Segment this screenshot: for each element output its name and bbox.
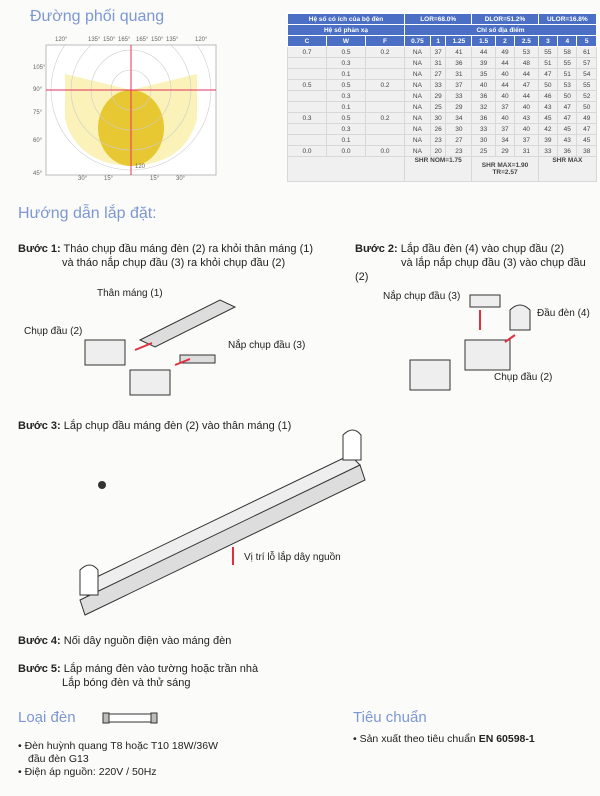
th: Hệ số có ích của bộ đèn <box>288 14 405 25</box>
table-cell: 46 <box>538 91 557 102</box>
angle-label: 105° <box>33 65 46 71</box>
table-cell: 44 <box>472 47 495 58</box>
step2-illustration <box>405 285 535 405</box>
table-cell: 0.7 <box>288 47 327 58</box>
table-cell: 0.0 <box>366 146 405 157</box>
part-label: Chụp đầu (2) <box>24 326 83 337</box>
table-cell: 20 <box>430 146 446 157</box>
column-header: 1.5 <box>472 36 495 47</box>
column-header: 5 <box>577 36 597 47</box>
column-header: 2.5 <box>515 36 539 47</box>
angle-label: 30° <box>176 176 186 182</box>
table-cell: 44 <box>515 69 539 80</box>
angle-label: 15° <box>150 176 160 182</box>
column-header: 1.25 <box>446 36 472 47</box>
table-cell: 43 <box>558 135 577 146</box>
table-cell <box>288 91 327 102</box>
table-cell: 39 <box>472 58 495 69</box>
table-cell: 36 <box>472 91 495 102</box>
table-cell: 41 <box>446 47 472 58</box>
column-header: 2 <box>495 36 514 47</box>
table-cell: NA <box>405 47 431 58</box>
table-cell: 55 <box>558 58 577 69</box>
table-cell: 0.5 <box>327 47 366 58</box>
table-cell: 0.2 <box>366 47 405 58</box>
install-title: Hướng dẫn lắp đặt: <box>18 205 157 222</box>
table-row <box>288 146 597 157</box>
table-row <box>288 47 597 58</box>
table-cell: 47 <box>538 69 557 80</box>
table-cell: 31 <box>515 146 539 157</box>
table-cell: 53 <box>558 80 577 91</box>
table-cell: 23 <box>430 135 446 146</box>
table-cell: 45 <box>538 113 557 124</box>
table-cell <box>366 124 405 135</box>
table-cell: 40 <box>515 124 539 135</box>
angle-label: 30° <box>78 176 88 182</box>
table-cell <box>288 124 327 135</box>
list-item: • Đèn huỳnh quang T8 hoặc T10 18W/36W <box>18 740 218 752</box>
column-header: 3 <box>538 36 557 47</box>
table-cell <box>366 135 405 146</box>
table-row <box>288 69 597 80</box>
table-cell: 40 <box>495 69 514 80</box>
table-cell: 29 <box>430 91 446 102</box>
table-cell: 0.3 <box>327 58 366 69</box>
table-cell: 38 <box>577 146 597 157</box>
table-row <box>288 102 597 113</box>
table-cell: 0.5 <box>288 80 327 91</box>
standard-item: • Sản xuất theo tiêu chuẩn EN 60598-1 <box>353 733 535 745</box>
table-cell: 47 <box>558 102 577 113</box>
step-label: Bước 4: <box>18 635 61 647</box>
table-cell <box>288 58 327 69</box>
standard-code: EN 60598-1 <box>478 733 535 745</box>
table-row <box>288 124 597 135</box>
angle-label: 120° <box>55 37 68 43</box>
radial-label: 120 <box>135 164 146 170</box>
footer: TR=2.57 <box>492 169 518 176</box>
table-cell: 0.1 <box>327 135 366 146</box>
table-cell: 33 <box>538 146 557 157</box>
table-cell: 45 <box>558 124 577 135</box>
table-cell: 50 <box>577 102 597 113</box>
angle-label: 135° <box>166 37 179 43</box>
step-text: Nối dây nguồn điện vào máng đèn <box>63 635 232 647</box>
part-label: Nắp chụp đầu (3) <box>383 291 461 302</box>
table-cell: 35 <box>472 69 495 80</box>
table-cell: NA <box>405 102 431 113</box>
column-header: C <box>288 36 327 47</box>
part-label: Đầu đèn (4) <box>537 308 590 319</box>
table-cell: 31 <box>430 58 446 69</box>
tube-icon <box>100 710 160 726</box>
table-cell: 51 <box>558 69 577 80</box>
table-cell: 0.0 <box>288 146 327 157</box>
step1-illustration <box>80 295 240 405</box>
table-cell: 25 <box>472 146 495 157</box>
table-cell: 55 <box>577 80 597 91</box>
table-cell: 32 <box>472 102 495 113</box>
table-cell: 31 <box>446 69 472 80</box>
table-cell: NA <box>405 124 431 135</box>
table-cell <box>366 102 405 113</box>
table-cell: 47 <box>558 113 577 124</box>
table-cell: 44 <box>515 91 539 102</box>
angle-label: 120° <box>195 37 208 43</box>
table-cell: 44 <box>495 80 514 91</box>
table-cell: 40 <box>495 113 514 124</box>
table-cell: 33 <box>472 124 495 135</box>
table-cell: 42 <box>538 124 557 135</box>
standard-title: Tiêu chuẩn <box>353 709 427 726</box>
table-cell: 36 <box>446 58 472 69</box>
table-cell: 50 <box>538 80 557 91</box>
lamp-title: Loại đèn <box>18 709 76 726</box>
table-cell: 58 <box>558 47 577 58</box>
step-2 <box>355 242 600 284</box>
table-cell: NA <box>405 91 431 102</box>
th: Hệ số phản xạ <box>288 25 405 36</box>
step-4 <box>18 634 231 648</box>
table-cell <box>366 69 405 80</box>
table-cell: 30 <box>430 113 446 124</box>
table-cell: 0.2 <box>366 80 405 91</box>
table-cell: 34 <box>446 113 472 124</box>
photometry-title: Đường phối quang <box>30 8 165 25</box>
table-cell: 36 <box>558 146 577 157</box>
table-cell: 30 <box>446 124 472 135</box>
table-cell: 44 <box>495 58 514 69</box>
step3-illustration <box>60 425 370 625</box>
table-cell: 40 <box>515 102 539 113</box>
step-label: Bước 2: <box>355 243 398 255</box>
angle-label: 135° <box>88 37 101 43</box>
table-row <box>288 58 597 69</box>
th: Chỉ số địa điểm <box>405 25 597 36</box>
table-row <box>288 80 597 91</box>
table-cell: 43 <box>538 102 557 113</box>
table-cell: 33 <box>430 80 446 91</box>
column-header: W <box>327 36 366 47</box>
angle-label: 150° <box>151 37 164 43</box>
table-cell: 61 <box>577 47 597 58</box>
part-label: Chụp đầu (2) <box>494 372 553 383</box>
item-text: Sản xuất theo tiêu chuẩn <box>359 733 479 745</box>
table-cell: 23 <box>446 146 472 157</box>
step-text: Lắp đầu đèn (4) vào chụp đầu (2) <box>400 243 565 255</box>
table-cell: NA <box>405 135 431 146</box>
table-cell: 27 <box>446 135 472 146</box>
column-header: 1 <box>430 36 446 47</box>
th: DLOR=51.2% <box>472 14 538 25</box>
step-label: Bước 1: <box>18 243 61 255</box>
table-cell: NA <box>405 113 431 124</box>
table-cell <box>288 69 327 80</box>
column-header: 4 <box>558 36 577 47</box>
step-text: Lắp máng đèn vào tường hoặc trần nhà <box>63 663 259 675</box>
polar-labels <box>33 37 217 184</box>
table-cell: 34 <box>495 135 514 146</box>
th: ULOR=16.8% <box>538 14 596 25</box>
table-cell: 36 <box>472 113 495 124</box>
table-cell: 0.5 <box>327 113 366 124</box>
table-cell: 0.2 <box>366 113 405 124</box>
table-cell: 57 <box>577 58 597 69</box>
step-text: Lắp bóng đèn và thử sáng <box>62 677 191 689</box>
table-cell: 0.3 <box>288 113 327 124</box>
table-cell: 50 <box>558 91 577 102</box>
lamp-list <box>18 740 218 779</box>
step-text: Tháo chụp đầu máng đèn (2) ra khỏi thân máng (1) <box>63 243 314 255</box>
th: LOR=68.0% <box>405 14 472 25</box>
table-cell: 0.1 <box>327 102 366 113</box>
part-label: Nắp chụp đầu (3) <box>228 340 306 351</box>
table-cell: 49 <box>495 47 514 58</box>
step-label: Bước 3: <box>18 420 61 432</box>
footer: SHR MAX <box>538 157 596 182</box>
table-row <box>288 135 597 146</box>
table-cell: 0.3 <box>327 124 366 135</box>
utilization-table <box>287 13 597 182</box>
table-cell <box>288 102 327 113</box>
table-cell <box>288 135 327 146</box>
step-text: và lắp nắp chụp đầu (3) vào chụp đầu (2) <box>355 257 586 283</box>
table-cell: 0.5 <box>327 80 366 91</box>
table-cell: 52 <box>577 91 597 102</box>
table-cell: 40 <box>495 91 514 102</box>
angle-label: 75° <box>33 110 43 116</box>
table-cell: 54 <box>577 69 597 80</box>
column-header: F <box>366 36 405 47</box>
table-cell: 47 <box>515 80 539 91</box>
table-cell: 45 <box>577 135 597 146</box>
table-cell: 53 <box>515 47 539 58</box>
step-1 <box>18 242 313 270</box>
table-cell: 37 <box>515 135 539 146</box>
step-text: Lắp chụp đầu máng đèn (2) vào thân máng (1) <box>63 420 292 432</box>
table-cell: 51 <box>538 58 557 69</box>
table-cell <box>366 91 405 102</box>
footer: SHR MAX=1.90 <box>481 162 529 169</box>
table-cell: 0.1 <box>327 69 366 80</box>
column-header: 0.75 <box>405 36 431 47</box>
table-cell: 49 <box>577 113 597 124</box>
table-row <box>288 91 597 102</box>
table-cell: 27 <box>430 69 446 80</box>
table-cell: 37 <box>495 102 514 113</box>
table-cell: 0.3 <box>327 91 366 102</box>
table-cell: 0.0 <box>327 146 366 157</box>
angle-label: 15° <box>104 176 114 182</box>
item-text: Điện áp nguồn: 220V / 50Hz <box>24 766 157 778</box>
table-cell: 43 <box>515 113 539 124</box>
table-cell: 37 <box>495 124 514 135</box>
angle-label: 165° <box>136 37 149 43</box>
table-cell: NA <box>405 146 431 157</box>
table-cell: 40 <box>472 80 495 91</box>
table-cell: 30 <box>472 135 495 146</box>
item-text: đầu đèn G13 <box>28 753 89 765</box>
table-cell: 37 <box>446 80 472 91</box>
step-label: Bước 5: <box>18 663 61 675</box>
angle-label: 165° <box>118 37 131 43</box>
table-row <box>288 113 597 124</box>
step-text: và tháo nắp chụp đầu (3) ra khỏi chụp đầu (2) <box>62 257 286 269</box>
step-5 <box>18 662 258 690</box>
table-cell: 33 <box>446 91 472 102</box>
table-cell: 48 <box>515 58 539 69</box>
table-cell: 26 <box>430 124 446 135</box>
footer: SHR NOM=1.75 <box>405 157 472 182</box>
table-cell <box>366 58 405 69</box>
table-cell: 39 <box>538 135 557 146</box>
table-cell: 25 <box>430 102 446 113</box>
table-cell: 55 <box>538 47 557 58</box>
list-item: • Điện áp nguồn: 220V / 50Hz <box>18 766 157 778</box>
table-cell: 47 <box>577 124 597 135</box>
table-cell: 37 <box>430 47 446 58</box>
angle-label: 60° <box>33 138 43 144</box>
part-label: Vị trí lỗ lắp dây nguồn <box>244 552 341 563</box>
table-cell: NA <box>405 58 431 69</box>
table-cell: 29 <box>495 146 514 157</box>
table-cell: NA <box>405 69 431 80</box>
item-text: Đèn huỳnh quang T8 hoặc T10 18W/36W <box>24 740 218 752</box>
table-cell: 29 <box>446 102 472 113</box>
angle-label: 45° <box>33 171 43 177</box>
part-label: Thân máng (1) <box>97 288 163 299</box>
angle-label: 90° <box>33 87 43 93</box>
angle-label: 150° <box>103 37 116 43</box>
table-cell: NA <box>405 80 431 91</box>
